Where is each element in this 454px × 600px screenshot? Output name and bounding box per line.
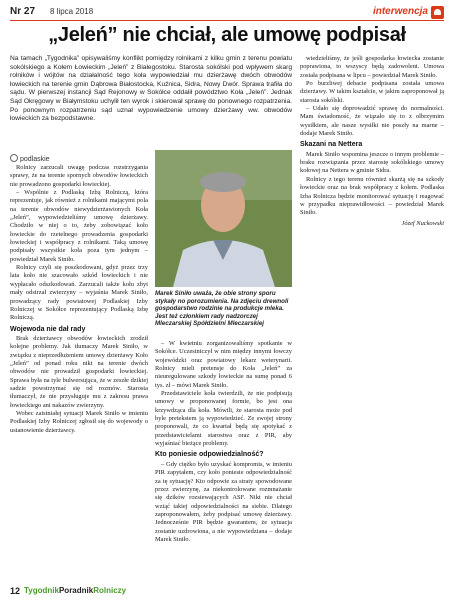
page-footer bbox=[10, 586, 444, 598]
subheading: Wojewoda nie dał rady bbox=[10, 325, 86, 333]
section-label: interwencja bbox=[372, 6, 428, 17]
paragraph: Po burzliwej debacie podpisana została umowa dzierżawy. W takim kształcie, w jakim zaproponował ją starosta sokólski. bbox=[300, 80, 444, 104]
portrait-image bbox=[155, 150, 292, 287]
brand-part: Tygodnik bbox=[24, 586, 59, 595]
paragraph: Rolnicy zarzucali uwagę podczas rozstrzygania sprawy, że na terenie spornych obwodów łowieckich nie prowadzono gospodarki łowieckiej. bbox=[10, 164, 148, 188]
paragraph: – Wspólnie z Podlaską Izbą Rolniczą, która reprezentuje, jak również z rolnikami mającymi pola na terenie obwodów niewydzierżawionych Koła „Jeleń”, wypowiedzieliśmy umowę dzierżawy. Chodziło w niej o to, żeby zobowiązać koło łowieckie do rzetelnego prowadzenia gospodarki łowieckiej i współpracy z rolnikami. Taką umowę podpisały wszystkie koła poza tym jednym – powiedział Marek Siniło. bbox=[10, 189, 148, 263]
column-2 bbox=[155, 340, 292, 582]
paragraph: – Gdy ciężko było uzyskać kompromis, w imieniu PIR zapytałem, czy koło poniesie odpowiedzialność za tę sytuację? Kto odpowie za straty spowodowane przez zwierzynę, za niekontrolowane rozmnażanie się dzików rozsiewających ASF. Nikt nie chciał wziąć takiej odpowiedzialności na siebie. Dlatego zaproponowałem, żeby podpisać umowę dzierżawy. Jednocześnie PIR będzie gwarantem, że sytuacja zostanie uzdrowiona, a nie wypowiedziana – dodaje Marek Siniło. bbox=[155, 460, 292, 543]
header-rule bbox=[10, 20, 444, 21]
brand-part: Rolniczy bbox=[93, 586, 127, 595]
paragraph: wiedzieliśmy, że jeśli gospodarka łowiecka zostanie poprawiona, to wszyscy będą zadowoleni. Umowa została podpisana w lipcu – powiedział Marek Siniło. bbox=[300, 55, 444, 79]
publication-brand bbox=[24, 586, 126, 595]
paragraph: Rolnicy czyli się poszkodowani, gdyż przez trzy lata koło nie szacowało szkód łowieckich i nie wypłacało odszkodowań. Zarzucali także kołu zbyt mały odstrzał zwierzyny – wyjaśnia Marek Siniło, prowadzący rady powiatowej Podlaskiej Izby Rolniczej w Sokółce reprezentujący Podlaską Izbę Rolniczą. bbox=[10, 264, 148, 322]
paragraph: Brak dzierżawcy obwodów łowieckich zrodził kolejne problemy. Jak tłumaczy Marek Siniło, w związku z nieprzedłużeniem umowy dzierżawy Koło „Jeleń” od ponad roku nikt na terenie dwóch obwodów nie prowadził gospodarki łowieckiej. Sprawa była na tyle bulwersująca, że w zeszłe dzikiej sadzie powstrzymać się od rozmów. Starosta tłumaczył, że nie przysługuje mu z zakresu prawa łowieckiego ani nakazów zwierzyny. bbox=[10, 334, 148, 409]
region-tag bbox=[10, 154, 50, 163]
paragraph: Przedstawiciele koła twierdzili, że nie podpisują umowy w proponowanej formie, bo jest ona krzywdząca dla koła. Mówili, że starosta może pod byle pretekstem ją wypowiedzieć. Ze swojej strony proponowali, że co kwartał będą się spotykać z przedstawicielami starostwa oraz z PIR, aby wyjaśniać bieżące problemy. bbox=[155, 390, 292, 448]
issue-date: 8 lipca 2018 bbox=[50, 7, 94, 16]
subheading: Kto poniesie odpowiedzialność? bbox=[155, 451, 264, 459]
lead-paragraph: Na tamach „Tygodnika” opisywaliśmy konflikt pomiędzy rolnikami z kilku gmin z terenu powiatu sokólskiego a Kołem Łowieckim „Jeleń” z Białegostoku. Starosta sokólski pod wpływem skarg rolników i wójtów na działalność tego koła wypowiedział mu dzierżawę dwóch obwodów łowieckich na terenie gmin Dąbrowa Białostocka, Kuźnica, Sidra, Nowy Dwór. Sprawa trafiła do sądu. W pierwszej instancji Sąd Rejonowy w Sokółce oddalił powództwo Koła „Jeleń”. Jednak Sąd Okręgowy w Białymstoku uchylił ten wyrok i skierował sprawę do ponownego rozpatrzenia. Po ponownym rozpatrzeniu sąd uznał wypowiedzenie umowy dzierżawy ww. obwodów łowieckich za bezpodstawne. bbox=[10, 55, 292, 123]
paragraph: Wobec zaistniałej sytuacji Marek Siniło w imieniu Podlaskiej Izby Rolniczej zgłosił się do wojewody o ustanowienie dzierżawcy. bbox=[10, 409, 148, 434]
section-icon bbox=[431, 6, 444, 19]
headline: „Jeleń” nie chciał, ale umowę podpisał bbox=[48, 24, 406, 46]
paragraph: Marek Siniło wspomina jeszcze o innym problemie – braku rozwiązania przez starostę sokólskiego umowy kołowej na Nettera w gminie Sidra. bbox=[300, 150, 444, 175]
column-1 bbox=[10, 164, 148, 582]
brand-part: Poradnik bbox=[58, 586, 94, 595]
subheading: Skazani na Nettera bbox=[300, 141, 363, 149]
photo-portrait bbox=[155, 150, 292, 287]
column-3 bbox=[300, 55, 444, 582]
issue-number: Nr 27 bbox=[10, 6, 36, 17]
photo-caption: Marek Siniło uważa, że obie strony sporu stykały no porozumienia. Na zdjęciu drewnoli gospodarstwo rodzinie na produkcje mleka. Jest też członkiem rady nadzorczej Mleczarskiej Spółdzielni Mleczarskiej bbox=[155, 290, 289, 328]
paragraph: – Udało się doprowadzić sprawę do normalności. Mam świadomość, że wiązało się to z olbrzymim wysiłkiem, ale nasze wysiłki nie poszły na marne – dodaje Marek Siniło. bbox=[300, 105, 444, 138]
paragraph: – W kwietniu zorganizowaliśmy spotkanie w Sokółce. Uczestniczył w nim między innymi łowczy wojewódzki oraz powiatowy lekarz weterynarii. Rolnicy mieli pretensje do Koła „Jeleń” za nieuregulowane szkody łowieckie na sumę ponad 6 tys. zł – mówi Marek Siniło. bbox=[155, 340, 292, 389]
page-number: 12 bbox=[10, 586, 21, 596]
author-byline: Józef Nuckowski bbox=[401, 219, 444, 227]
paragraph: Rolnicy z tego terenu również skarżą się na szkody łowieckie oraz na brak współpracy z kołem. Podlaska Izba Rolnicza będzie monitorować sytuację i reagować w przypadku nieprawidłowości – powiedział Marek Siniło. bbox=[300, 175, 444, 217]
region-label: podlaskie bbox=[20, 156, 50, 163]
pin-icon bbox=[10, 154, 18, 162]
